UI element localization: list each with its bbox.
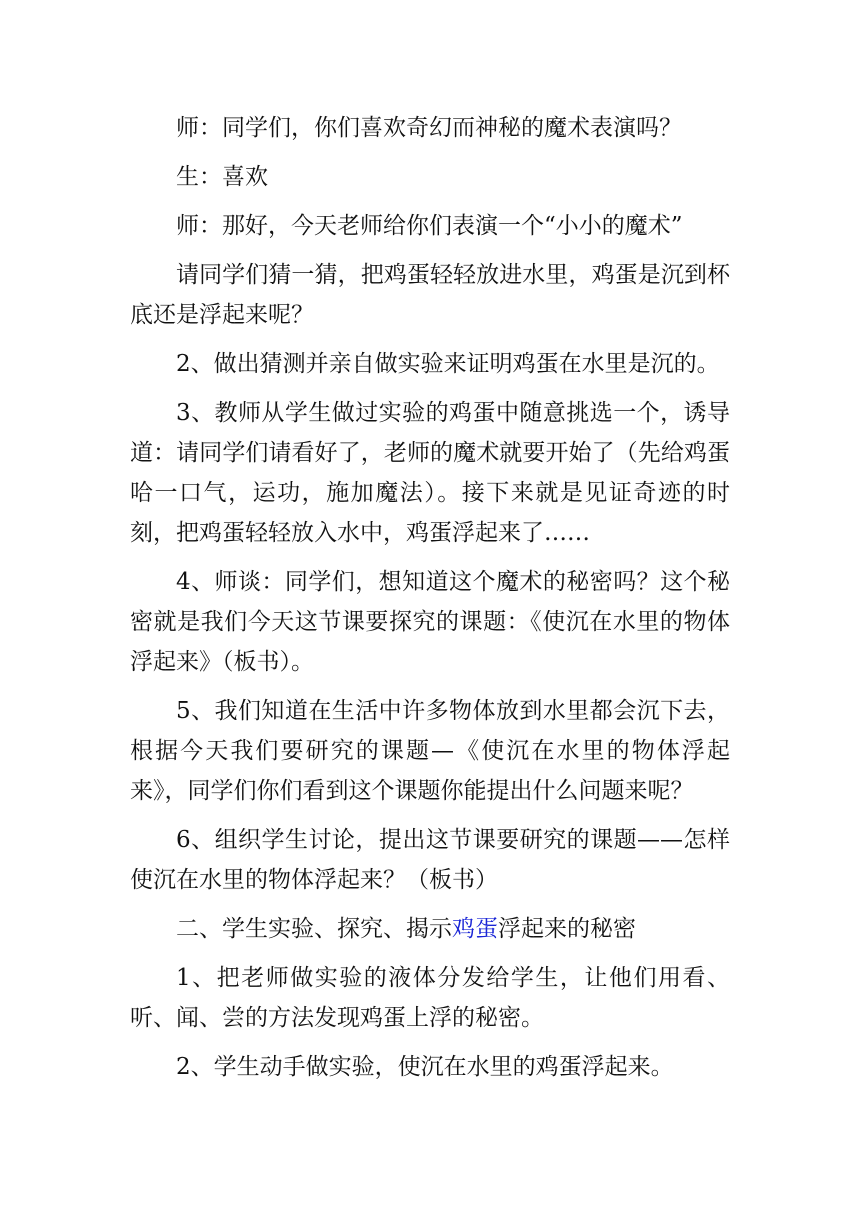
paragraph-guess: 请同学们猜一猜，把鸡蛋轻轻放进水里，鸡蛋是沉到杯底还是浮起来呢？ bbox=[130, 262, 730, 328]
egg-link[interactable]: 鸡蛋 bbox=[452, 916, 498, 942]
document-body bbox=[130, 108, 730, 1096]
paragraph-step-2: 2、做出猜测并亲自做实验来证明鸡蛋在水里是沉的。 bbox=[176, 351, 720, 377]
paragraph-step-5: 5、我们知道在生活中许多物体放到水里都会沉下去，根据今天我们要研究的课题—《使沉在水里的物体浮起来》，同学们你们看到这个课题你能提出什么问题来呢？ bbox=[130, 698, 730, 804]
section-heading-before: 二、学生实验、探究、揭示 bbox=[176, 916, 452, 942]
paragraph-teacher-question: 师：同学们，你们喜欢奇幻而神秘的魔术表演吗？ bbox=[176, 115, 682, 141]
paragraph-student-answer: 生：喜欢 bbox=[176, 164, 268, 190]
section-heading-after: 浮起来的秘密 bbox=[498, 916, 636, 942]
paragraph-step-4: 4、师谈：同学们，想知道这个魔术的秘密吗？这个秘密就是我们今天这节课要探究的课题：《使沉在水里的物体浮起来》（板书）。 bbox=[130, 569, 730, 675]
paragraph-section-step-2: 2、学生动手做实验，使沉在水里的鸡蛋浮起来。 bbox=[176, 1054, 674, 1080]
section-heading bbox=[130, 909, 730, 949]
paragraph-section-step-1: 1、把老师做实验的液体分发给学生，让他们用看、听、闻、尝的方法发现鸡蛋上浮的秘密。 bbox=[130, 965, 730, 1031]
paragraph-teacher-magic: 师：那好，今天老师给你们表演一个“小小的魔术” bbox=[176, 213, 683, 239]
paragraph-step-6: 6、组织学生讨论，提出这节课要研究的课题——怎样使沉在水里的物体浮起来？（板书） bbox=[130, 827, 730, 893]
paragraph-step-3: 3、教师从学生做过实验的鸡蛋中随意挑选一个，诱导道：请同学们请看好了，老师的魔术就要开始了（先给鸡蛋哈一口气，运功，施加魔法）。接下来就是见证奇迹的时刻，把鸡蛋轻轻放入水中，鸡蛋浮起来了…… bbox=[130, 400, 730, 546]
